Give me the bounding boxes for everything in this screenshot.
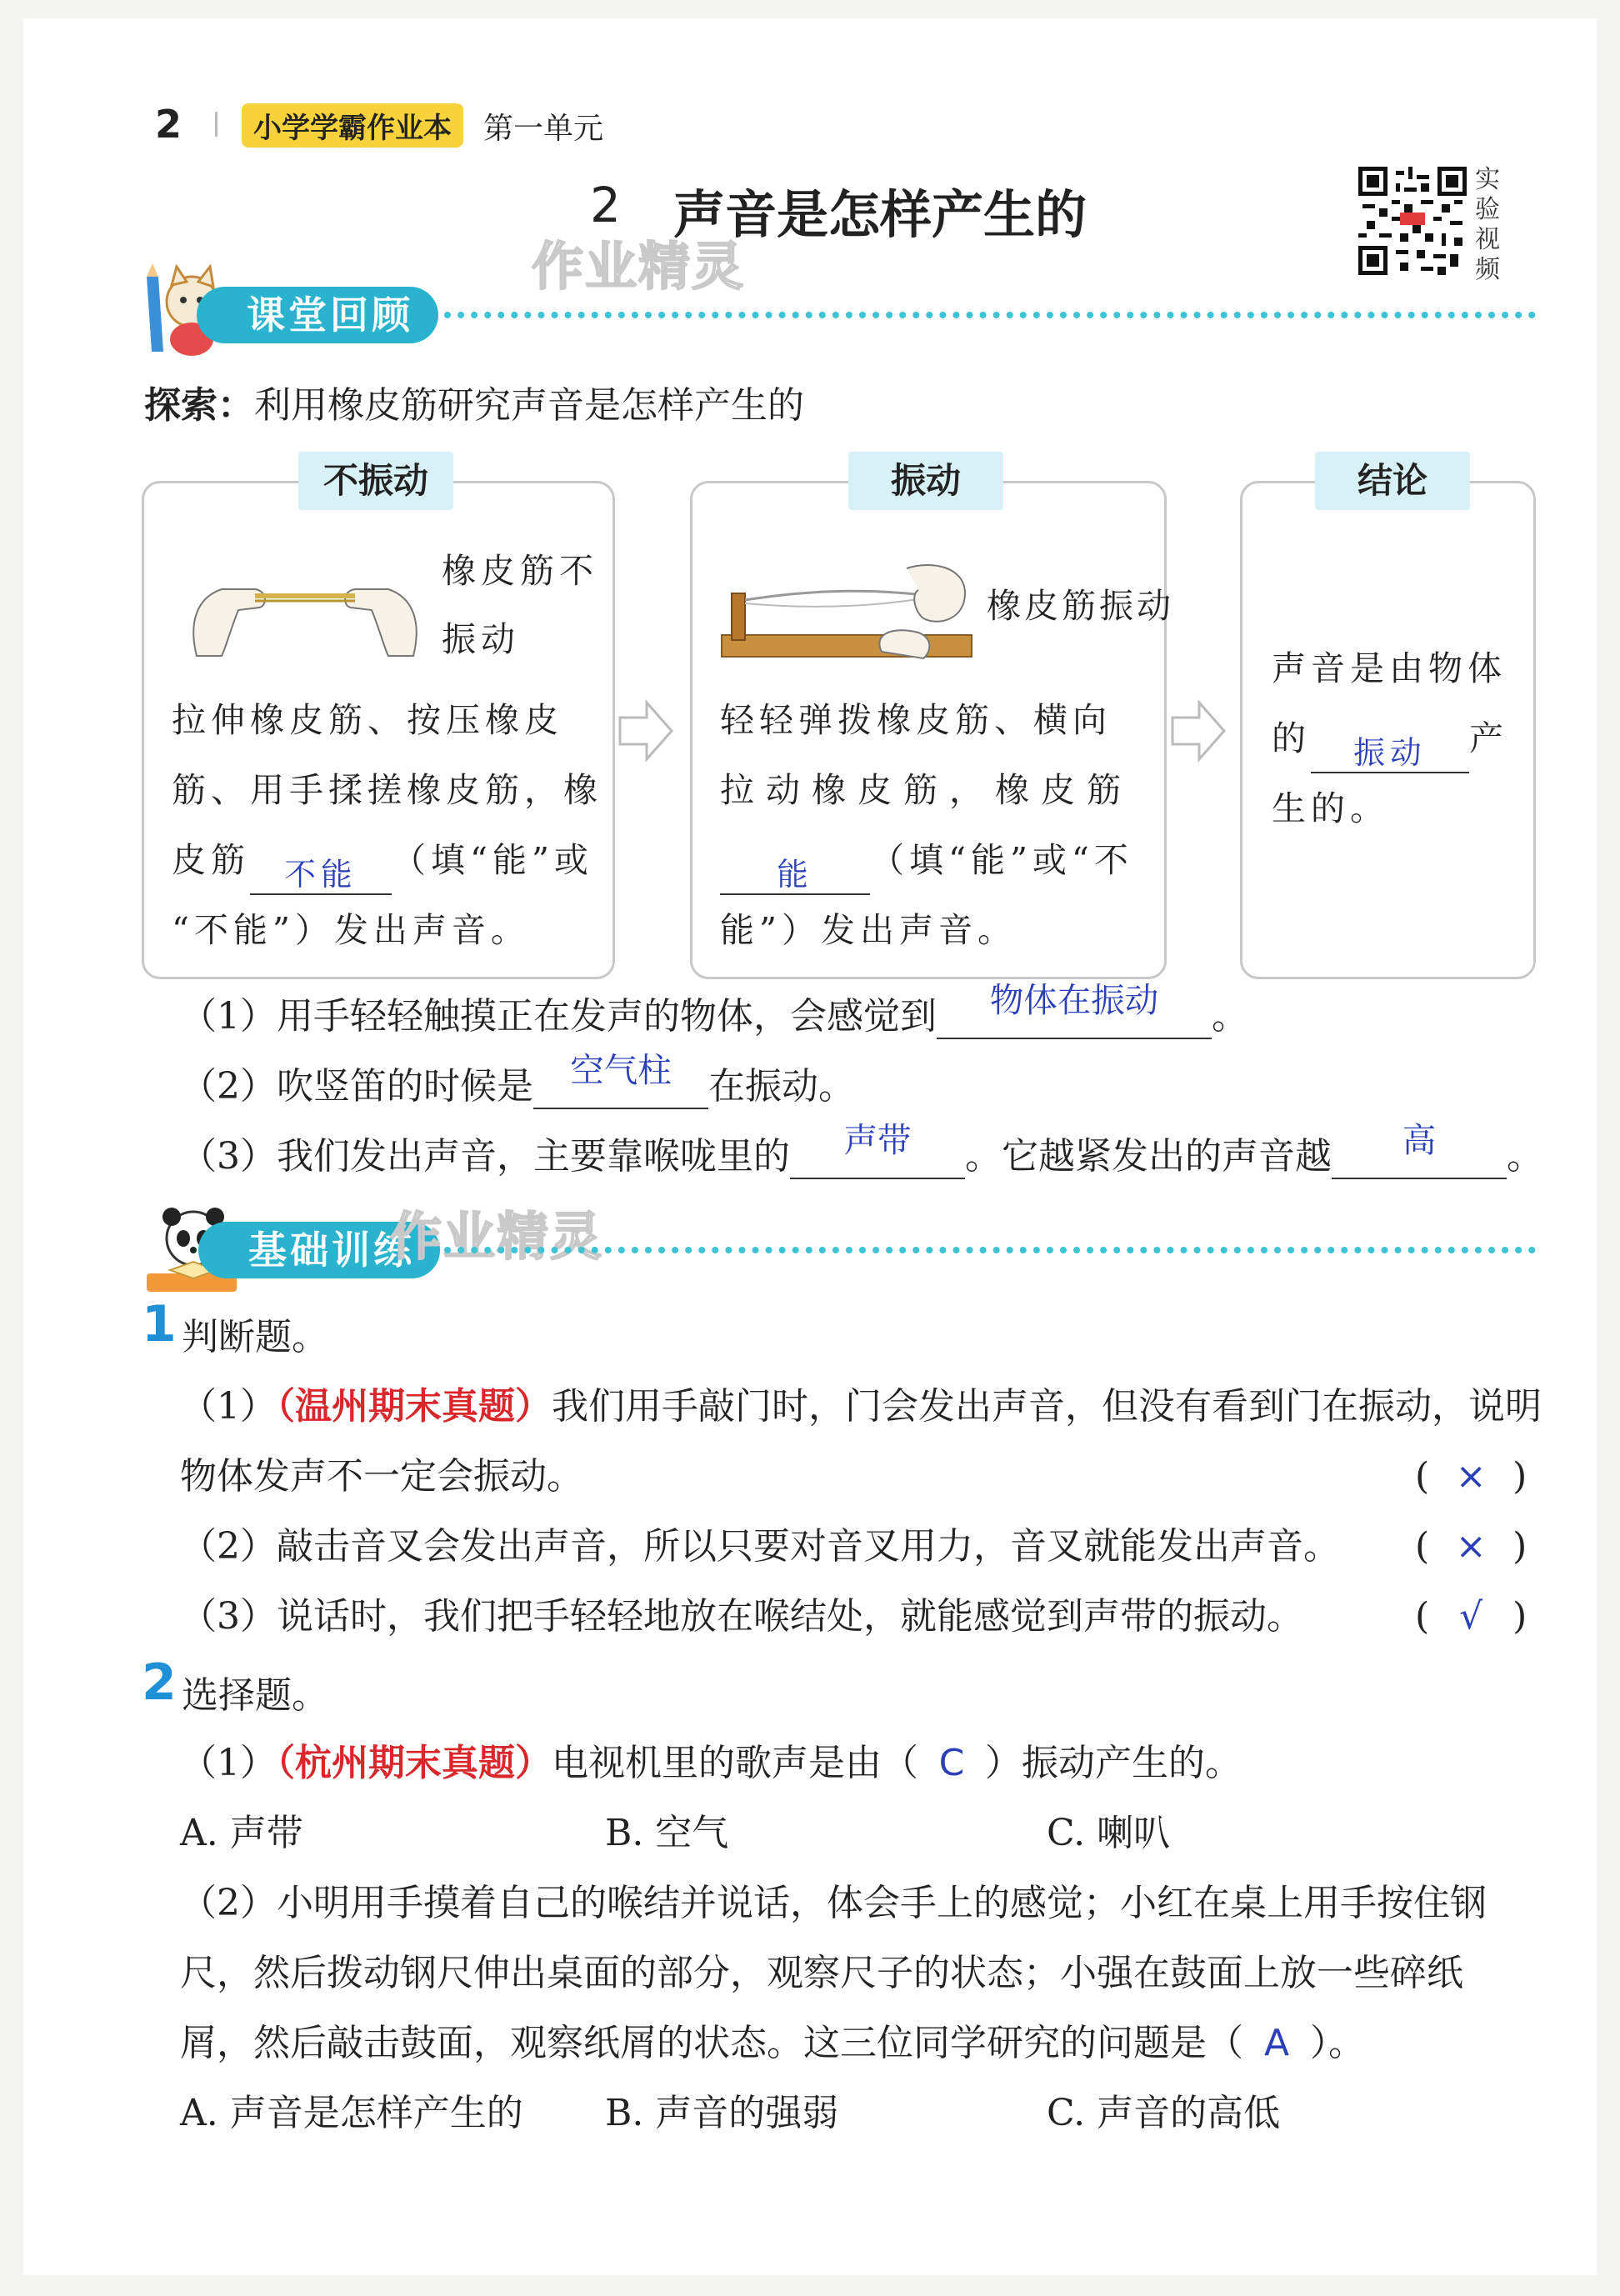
choice-2-line1: （2）小明用手摸着自己的喉结并说话，体会手上的感觉；小红在桌上用手按住钢: [180, 1882, 1487, 1924]
page-number: 2: [155, 102, 182, 147]
choice-2-line3: [180, 2022, 1365, 2066]
box2-line3-suffix: （填“能”或“不: [870, 840, 1133, 880]
arrow-right-icon: [1169, 698, 1228, 764]
box3-line2-prefix: 的: [1272, 718, 1311, 758]
explore-text: 利用橡皮筋研究声音是怎样产生的: [254, 384, 804, 427]
explore-label: 探索：: [144, 384, 254, 427]
review-q3-blank2: [1332, 1119, 1507, 1179]
choice-2-option-a: A. 声音是怎样产生的: [180, 2092, 523, 2134]
box3-line2-suffix: 产: [1469, 718, 1508, 758]
review-q3-answer2: 高: [1402, 1119, 1437, 1160]
judge-1-text: 我们用手敲门时，门会发出声音，但没有看到门在振动，说明: [552, 1385, 1542, 1428]
box2-caption: 橡皮筋振动: [987, 586, 1174, 626]
box3-text-line1: 声音是由物体: [1272, 648, 1507, 688]
choice-1-source: （杭州期末真题）: [277, 1742, 552, 1784]
box3-answer-blank: [1311, 734, 1469, 773]
judge-item-1-line1: [180, 1385, 1542, 1429]
box1-answer-blank: [250, 856, 392, 895]
box1-line3-prefix: 皮筋: [172, 840, 250, 880]
judge-2-answer-slot: ( × ): [1415, 1525, 1528, 1568]
box2-text-line4: 能”）发出声音。: [720, 910, 1017, 950]
review-q2-text: （2）吹竖笛的时候是: [180, 1065, 533, 1108]
review-q1-blank: [937, 979, 1212, 1039]
judge-item-2: [180, 1525, 1340, 1569]
box1-text-line2: 筋、用手揉搓橡皮筋，橡: [172, 770, 602, 810]
box2-text-line1: 轻轻弹拨橡皮筋、横向: [720, 700, 1112, 740]
box2-text-line3: [720, 825, 1133, 895]
watermark-top: 作业精灵: [532, 236, 746, 297]
judge-1-answer-slot: ( × ): [1415, 1455, 1528, 1498]
review-q2-blank: [533, 1049, 708, 1109]
box3-answer: 振动: [1353, 734, 1427, 772]
question-1-title: 判断题。: [182, 1316, 328, 1358]
review-q3-blank: [790, 1119, 965, 1179]
workbook-page: [23, 18, 1597, 2275]
section-divider-review: [444, 312, 1536, 318]
box2-text-line2: 拉动橡皮筋，橡皮筋: [720, 770, 1132, 810]
book-title-badge: 小学学霸作业本: [242, 103, 463, 148]
review-question-2: [180, 1049, 855, 1109]
judge-2-text: 敲击音叉会发出声音，所以只要对音叉用力，音叉就能发出声音。: [277, 1525, 1340, 1568]
box1-text-line1: 拉伸橡皮筋、按压橡皮: [172, 700, 563, 740]
review-question-3: [180, 1119, 1543, 1179]
box1-answer: 不能: [284, 856, 358, 893]
box-tab-conclusion: 结论: [1315, 452, 1470, 510]
box1-caption-line2: 振动: [442, 619, 520, 659]
section-divider-basic: [444, 1247, 1536, 1253]
choice-2-answer: A: [1263, 2022, 1290, 2064]
box1-line3-suffix: （填“能”或: [392, 840, 593, 880]
qr-code-icon[interactable]: [1358, 167, 1467, 275]
box2-answer: 能: [777, 856, 813, 893]
choice-1-text-after: ）振动产生的。: [985, 1742, 1242, 1784]
box3-text-line3: 生的。: [1272, 788, 1389, 828]
review-q3-suffix: 。: [1507, 1135, 1543, 1178]
box1-text-line3: [172, 825, 593, 895]
judge-3-prefix: （3）: [180, 1595, 277, 1638]
arrow-right-icon: [617, 698, 675, 764]
section-title-review: 课堂回顾: [197, 287, 438, 343]
review-q1-answer: 物体在振动: [989, 979, 1159, 1020]
review-q3-middle: 。它越紧发出的声音越: [965, 1135, 1332, 1178]
judge-1-answer: ×: [1455, 1455, 1487, 1498]
lesson-title: 声音是怎样产生的: [673, 184, 1088, 245]
choice-1-option-b: B. 空气: [605, 1812, 729, 1854]
judge-item-3: [180, 1595, 1303, 1639]
plucking-band-image: [715, 552, 982, 668]
box1-text-line4: “不能”）发出声音。: [172, 910, 530, 950]
box-tab-vibration: 振动: [848, 452, 1003, 510]
choice-1-prefix: （1）: [180, 1742, 277, 1784]
unit-label: 第一单元: [483, 112, 604, 146]
judge-3-answer: √: [1459, 1595, 1483, 1638]
explore-heading: [144, 375, 804, 428]
watermark-mid: 作业精灵: [390, 1206, 604, 1267]
review-q2-answer: 空气柱: [570, 1049, 672, 1090]
choice-1-answer: C: [938, 1742, 965, 1784]
review-q1-suffix: 。: [1212, 995, 1248, 1038]
judge-3-text: 说话时，我们把手轻轻地放在喉结处，就能感觉到声带的振动。: [277, 1595, 1303, 1638]
box1-caption-line1: 橡皮筋不: [442, 551, 598, 591]
box-tab-no-vibration: 不振动: [298, 452, 453, 510]
question-2-title: 选择题。: [182, 1674, 328, 1717]
judge-1-prefix: （1）: [180, 1385, 277, 1428]
box3-text-line2: [1272, 703, 1508, 773]
review-q3-text: （3）我们发出声音，主要靠喉咙里的: [180, 1135, 790, 1178]
judge-1-source: （温州期末真题）: [277, 1385, 552, 1428]
judge-item-1-line2: 物体发声不一定会振动。: [180, 1455, 583, 1498]
review-question-1: [180, 979, 1248, 1039]
choice-1-option-a: A. 声带: [180, 1812, 303, 1854]
judge-2-prefix: （2）: [180, 1525, 277, 1568]
header-divider: [215, 112, 218, 137]
question-2-number: 2: [142, 1653, 177, 1712]
qr-caption: 实验视频: [1475, 165, 1500, 284]
choice-item-1: [180, 1742, 1242, 1786]
hands-stretching-band-image: [180, 539, 430, 664]
judge-2-answer: ×: [1455, 1525, 1487, 1568]
choice-1-text-before: 电视机里的歌声是由（: [552, 1742, 918, 1784]
review-q1-text: （1）用手轻轻触摸正在发声的物体，会感觉到: [180, 995, 937, 1038]
judge-3-answer-slot: ( √ ): [1415, 1595, 1528, 1638]
box2-answer-blank: [720, 856, 870, 895]
choice-1-option-c: C. 喇叭: [1047, 1812, 1171, 1854]
choice-2-option-c: C. 声音的高低: [1047, 2092, 1281, 2134]
choice-2-line2: 尺，然后拨动钢尺伸出桌面的部分，观察尺子的状态；小强在鼓面上放一些碎纸: [180, 1952, 1463, 1994]
section-title-basic-training: 基础训练: [198, 1222, 440, 1278]
lesson-number: 2: [590, 177, 621, 233]
choice-2-option-b: B. 声音的强弱: [605, 2092, 839, 2134]
review-q2-suffix: 在振动。: [708, 1065, 855, 1108]
review-q3-answer: 声带: [843, 1119, 912, 1160]
choice-2-text-after: ）。: [1310, 2022, 1365, 2064]
choice-2-text-before: 屑，然后敲击鼓面，观察纸屑的状态。这三位同学研究的问题是（: [180, 2022, 1243, 2064]
question-1-number: 1: [142, 1295, 177, 1353]
